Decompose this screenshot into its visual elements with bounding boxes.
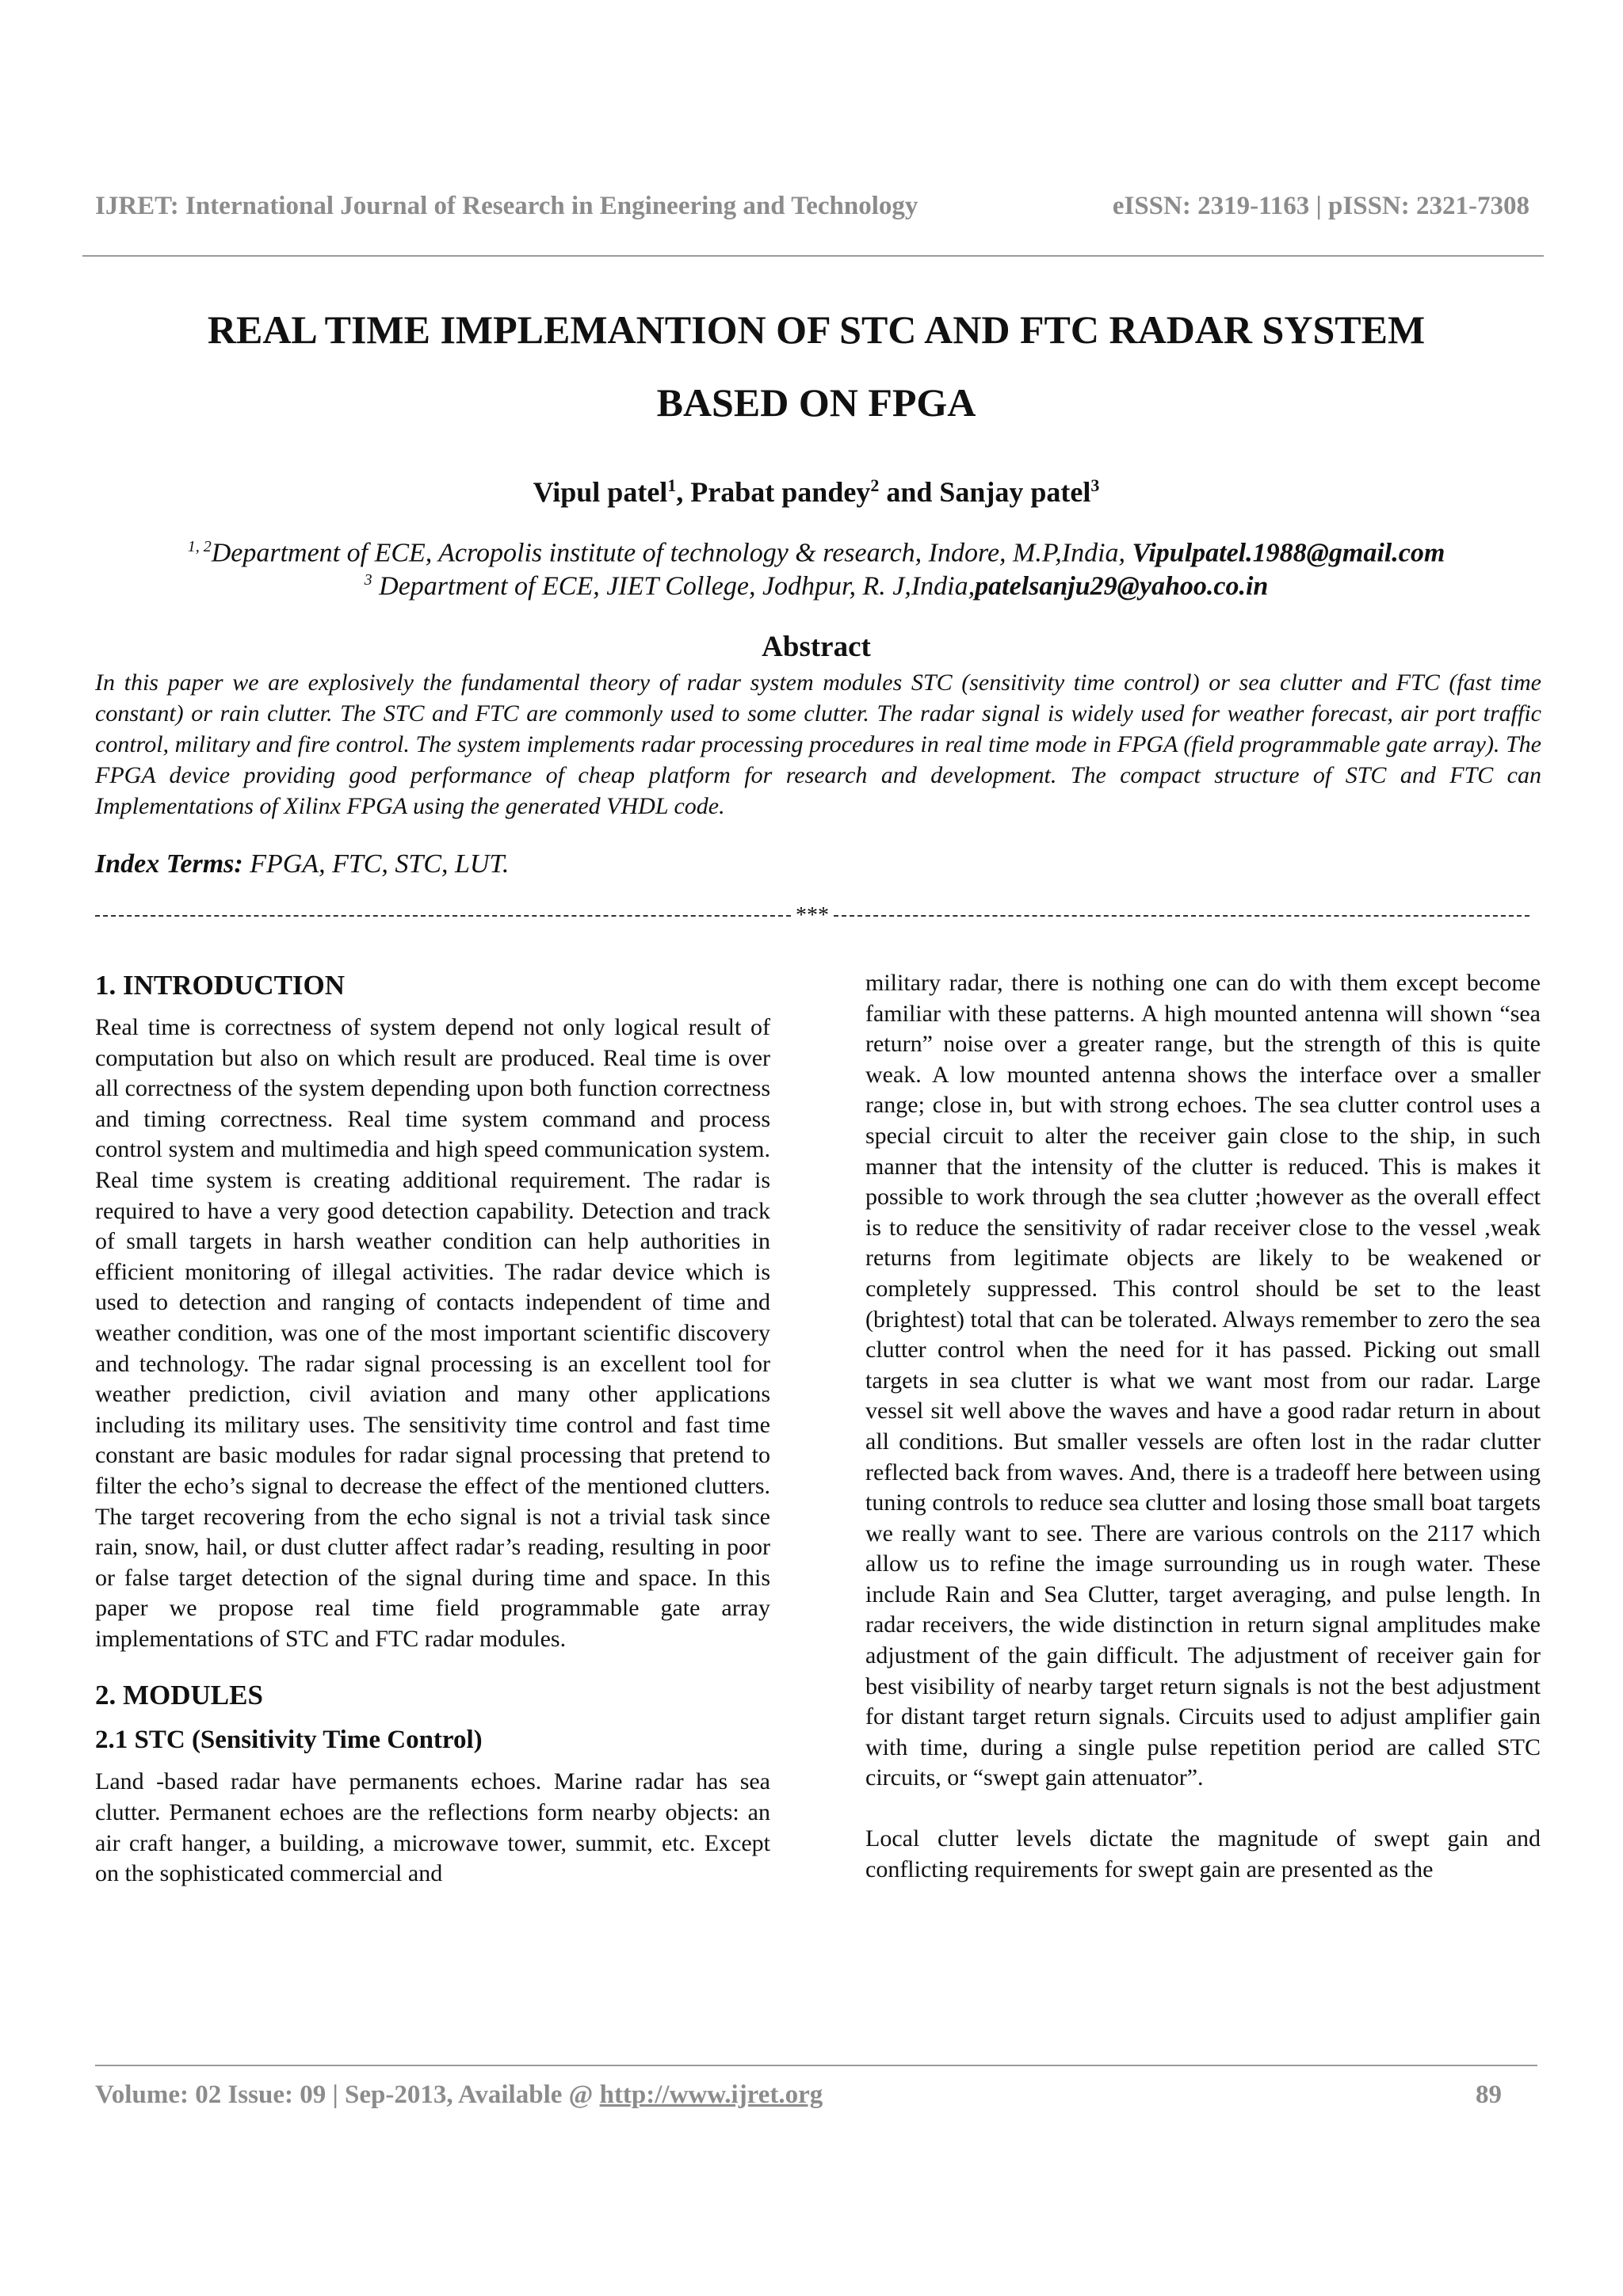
stc-paragraph: Land -based radar have permanents echoes. Marine radar has sea clutter. Permanent echoes are the reflections form nearby objects: an air craft hanger, a building, a microwave tower, summit, etc. Except on the sophisticated commercial and	[95, 1768, 770, 1887]
title-line-2: BASED ON FPGA	[656, 380, 976, 425]
journal-url-link[interactable]: http://www.ijret.org	[599, 2081, 823, 2109]
author-separator: ,	[676, 476, 691, 508]
separator-stars: ***	[796, 903, 829, 928]
author-1-sup: 1	[667, 475, 677, 495]
running-footer	[95, 2081, 1502, 2110]
author-separator: and	[879, 476, 940, 508]
right-column	[865, 968, 1541, 1885]
paper-title	[111, 293, 1522, 439]
introduction-paragraph: Real time is correctness of system depend not only logical result of computation but also on which result are produced. Real time is over all correctness of the system depending upon both function correctness and timing correctness. Real time system command and process control system and multimedia and high speed communication system. Real time system is creating additional requirement. The radar is required to have a very good detection capability. Detection and track of small targets in harsh weather condition can help authorities in efficient monitoring of illegal activities. The radar device which is used to detection and ranging of contacts independent of time and weather condition, was one of the most important scientific discovery and technology. The radar signal processing is an excellent tool for weather prediction, civil aviation and many other applications including its military uses. The sensitivity time control and fast time constant are basic modules for radar signal processing that pretend to filter the echo’s signal to decrease the effect of the mentioned clutters. The target recovering from the echo signal is not a trivial task since rain, snow, hail, or dust clutter affect radar’s reading, resulting in poor or false target detection of the signal during time and space. In this paper we propose real time field programmable gate array implementations of STC and FTC radar modules.	[95, 1014, 770, 1652]
issn: eISSN: 2319-1163 | pISSN: 2321-7308	[1112, 192, 1529, 220]
header-rule	[82, 255, 1544, 257]
volume-text: Volume: 02 Issue: 09 | Sep-2013, Available @	[95, 2081, 600, 2109]
left-column	[95, 968, 770, 1890]
section-1-heading: 1. INTRODUCTION	[95, 970, 346, 1001]
affiliation-1-sup: 1, 2	[187, 538, 212, 555]
author-email-2: patelsanju29@yahoo.co.in	[975, 571, 1269, 601]
volume-info	[95, 2081, 823, 2110]
page-number: 89	[1476, 2081, 1502, 2109]
abstract-text: In this paper we are explosively the fundamental theory of radar system modules STC (sensitivity time control) or sea clutter and FTC (fast time constant) or rain clutter. The STC and FTC are commonly used to some clutter. The radar signal is widely used for weather forecast, air port traffic control, military and fire control. The system implements radar processing procedures in real time mode in FPGA (field programmable gate array). The FPGA device providing good performance of cheap platform for research and development. The compact structure of STC and FTC can Implementations of Xilinx FPGA using the generated VHDL code.	[95, 669, 1541, 819]
author-2-sup: 2	[870, 475, 880, 495]
index-terms-list: FPGA, FTC, STC, LUT.	[242, 849, 510, 879]
right-paragraph-2: Local clutter levels dictate the magnitude of swept gain and conflicting requirements for swept gain are presented as the	[865, 1825, 1541, 1882]
title-line-1: REAL TIME IMPLEMANTION OF STC AND FTC RADAR SYSTEM	[207, 307, 1426, 352]
author-list	[111, 475, 1522, 509]
section-separator	[95, 903, 1529, 929]
journal-name: IJRET: International Journal of Research in Engineering and Technology	[95, 192, 918, 220]
running-header	[95, 192, 1529, 221]
subsection-2-1-heading: 2.1 STC (Sensitivity Time Control)	[95, 1726, 483, 1755]
author-3: Sanjay patel	[939, 476, 1091, 508]
affiliation-2-text: Department of ECE, JIET College, Jodhpur, R. J,India,	[372, 571, 976, 601]
index-terms-label: Index Terms	[95, 849, 235, 879]
author-3-sup: 3	[1090, 475, 1100, 495]
footer-rule	[95, 2065, 1537, 2066]
index-terms-colon: :	[234, 849, 243, 879]
author-email-1: Vipulpatel.1988@gmail.com	[1132, 538, 1445, 568]
affiliation-1-text: Department of ECE, Acropolis institute of technology & research, Indore, M.P,India,	[211, 538, 1132, 568]
separator-dashes-right	[834, 915, 1529, 917]
right-paragraph-1: military radar, there is nothing one can do with them except become familiar with these patterns. A high mounted antenna will shown “sea return” noise over a greater range, but the strength of this is quite weak. A low mounted antenna shows the interface over a smaller range; close in, but with strong echoes. The sea clutter control uses a special circuit to alter the receiver gain close to the ship, in such manner that the intensity of the clutter is reduced. This is makes it possible to work through the sea clutter ;however as the overall effect is to reduce the sensitivity of radar receiver close to the vessel ,weak returns from legitimate objects are likely to be weakened or completely suppressed. This control should be set to the least (brightest) total that can be tolerated. Always remember to zero the sea clutter control when the need for it has passed. Picking out small targets in sea clutter is what we want most from our radar. Large vessel sit well above the waves and have a good radar return in about all conditions. But smaller vessels are often lost in the radar clutter reflected back from waves. And, there is a tradeoff here between using tuning controls to reduce sea clutter and losing those small boat targets we really want to see. There are various controls on the 2117 which allow us to refine the image surrounding us in rough water. These include Rain and Sea Clutter, target averaging, and pulse length. In radar receivers, the wide distinction in return signal amplitudes make adjustment of the gain difficult. The adjustment of receiver gain for best visibility of nearby target return signals is not the best adjustment for distant target return signals. Circuits used to adjust amplifier gain with time, during a single pulse repetition period are called STC circuits, or “swept gain attenuator”.	[865, 970, 1541, 1791]
author-1: Vipul patel	[533, 476, 668, 508]
separator-dashes-left	[95, 915, 791, 917]
affiliation-2-sup: 3	[364, 571, 372, 589]
affiliation-2	[111, 564, 1522, 602]
section-2-heading: 2. MODULES	[95, 1680, 263, 1711]
abstract-heading: Abstract	[762, 631, 871, 663]
index-terms	[95, 849, 1541, 879]
author-2: Prabat pandey	[690, 476, 871, 508]
